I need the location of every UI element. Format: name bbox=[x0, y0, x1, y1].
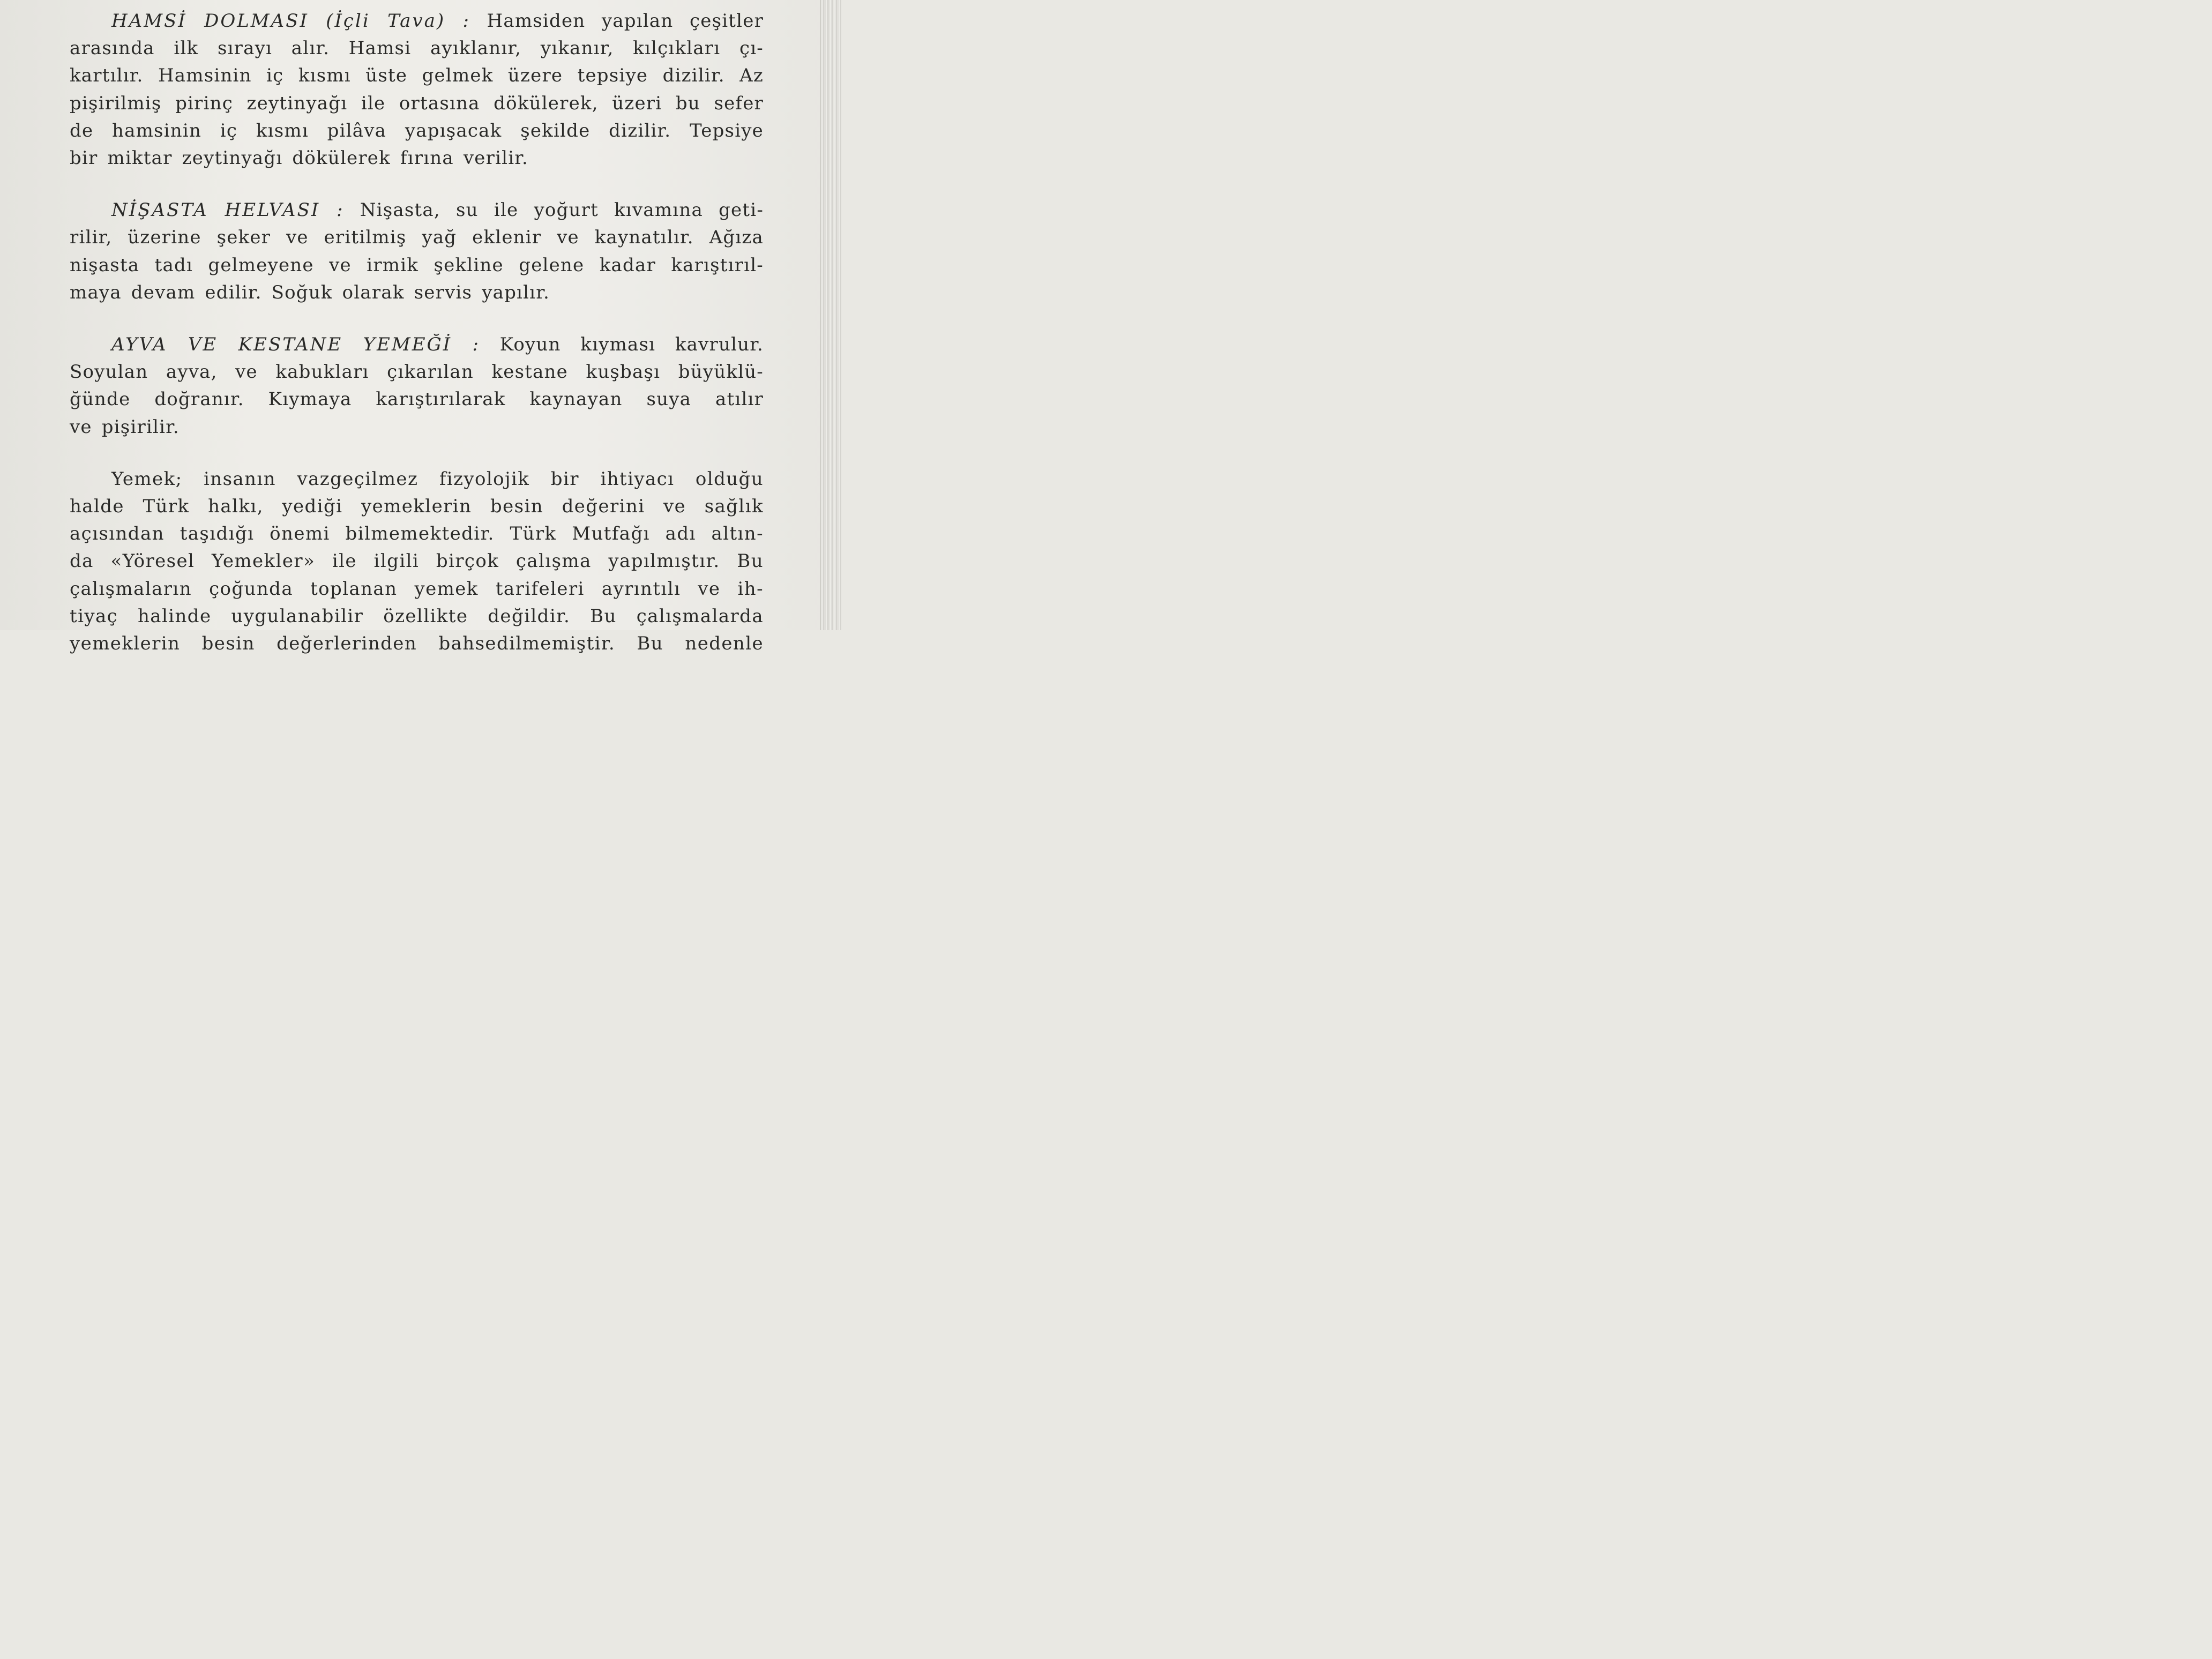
closing-paragraph bbox=[70, 466, 764, 657]
recipe-line: ğünde doğranır. Kıymaya karıştırılarak kaynayan suya atılır bbox=[70, 388, 764, 410]
recipe-line: de hamsinin iç kısmı pilâva yapışacak şekilde dizilir. Tepsiye bbox=[70, 119, 764, 141]
recipe-heading: HAMSİ DOLMASI (İçli Tava) : bbox=[111, 10, 470, 32]
paragraph-line: halde Türk halkı, yediği yemeklerin besin değerini ve sağlık bbox=[70, 496, 764, 518]
recipe-ayva-ve-kestane-yemegi bbox=[70, 331, 764, 441]
recipe-nisasta-helvasi bbox=[70, 197, 764, 307]
recipe-first-line bbox=[70, 331, 764, 358]
recipe-line: ve pişirilir. bbox=[70, 416, 180, 438]
recipe-text: Koyun kıyması kavrulur. bbox=[499, 334, 764, 356]
recipe-line: nişasta tadı gelmeyene ve irmik şekline gelene kadar karıştırıl- bbox=[70, 254, 764, 276]
recipe-heading: NİŞASTA HELVASI : bbox=[111, 199, 345, 221]
paragraph-line: çalışmaların çoğunda toplanan yemek tarifeleri ayrıntılı ve ih- bbox=[70, 578, 764, 600]
recipe-text: Hamsiden yapılan çeşitler bbox=[487, 10, 764, 32]
recipe-hamsi-dolmasi bbox=[70, 8, 764, 172]
recipe-line: maya devam edilir. Soğuk olarak servis yapılır. bbox=[70, 281, 550, 303]
recipe-line: rilir, üzerine şeker ve eritilmiş yağ eklenir ve kaynatılır. Ağıza bbox=[70, 227, 764, 249]
page-stack-edge bbox=[820, 0, 841, 630]
recipe-line: pişirilmiş pirinç zeytinyağı ile ortasına dökülerek, üzeri bu sefer bbox=[70, 92, 764, 114]
paragraph-line: Yemek; insanın vazgeçilmez fizyolojik bir ihtiyacı olduğu bbox=[111, 468, 764, 490]
paragraph-line: yemeklerin besin değerlerinden bahsedilmemiştir. Bu nedenle bbox=[70, 633, 764, 655]
recipe-text: Nişasta, su ile yoğurt kıvamına geti- bbox=[360, 199, 764, 221]
recipe-line: bir miktar zeytinyağı dökülerek fırına verilir. bbox=[70, 147, 529, 169]
paragraph-line: açısından taşıdığı önemi bilmemektedir. Türk Mutfağı adı altın- bbox=[70, 523, 764, 545]
recipe-line: Soyulan ayva, ve kabukları çıkarılan kestane kuşbaşı büyüklü- bbox=[70, 361, 764, 383]
recipe-first-line bbox=[70, 8, 764, 35]
recipe-first-line bbox=[70, 197, 764, 224]
page-photo bbox=[0, 0, 840, 655]
paragraph-line: da «Yöresel Yemekler» ile ilgili birçok çalışma yapılmıştır. Bu bbox=[70, 550, 764, 572]
recipe-heading: AYVA VE KESTANE YEMEĞİ : bbox=[111, 334, 481, 356]
recipe-line: arasında ilk sırayı alır. Hamsi ayıklanır, yıkanır, kılçıkları çı- bbox=[70, 38, 764, 59]
paragraph-line: tiyaç halinde uygulanabilir özellikte değildir. Bu çalışmalarda bbox=[70, 605, 764, 627]
recipe-line: kartılır. Hamsinin iç kısmı üste gelmek üzere tepsiye dizilir. Az bbox=[70, 65, 764, 87]
document-text bbox=[70, 8, 764, 682]
